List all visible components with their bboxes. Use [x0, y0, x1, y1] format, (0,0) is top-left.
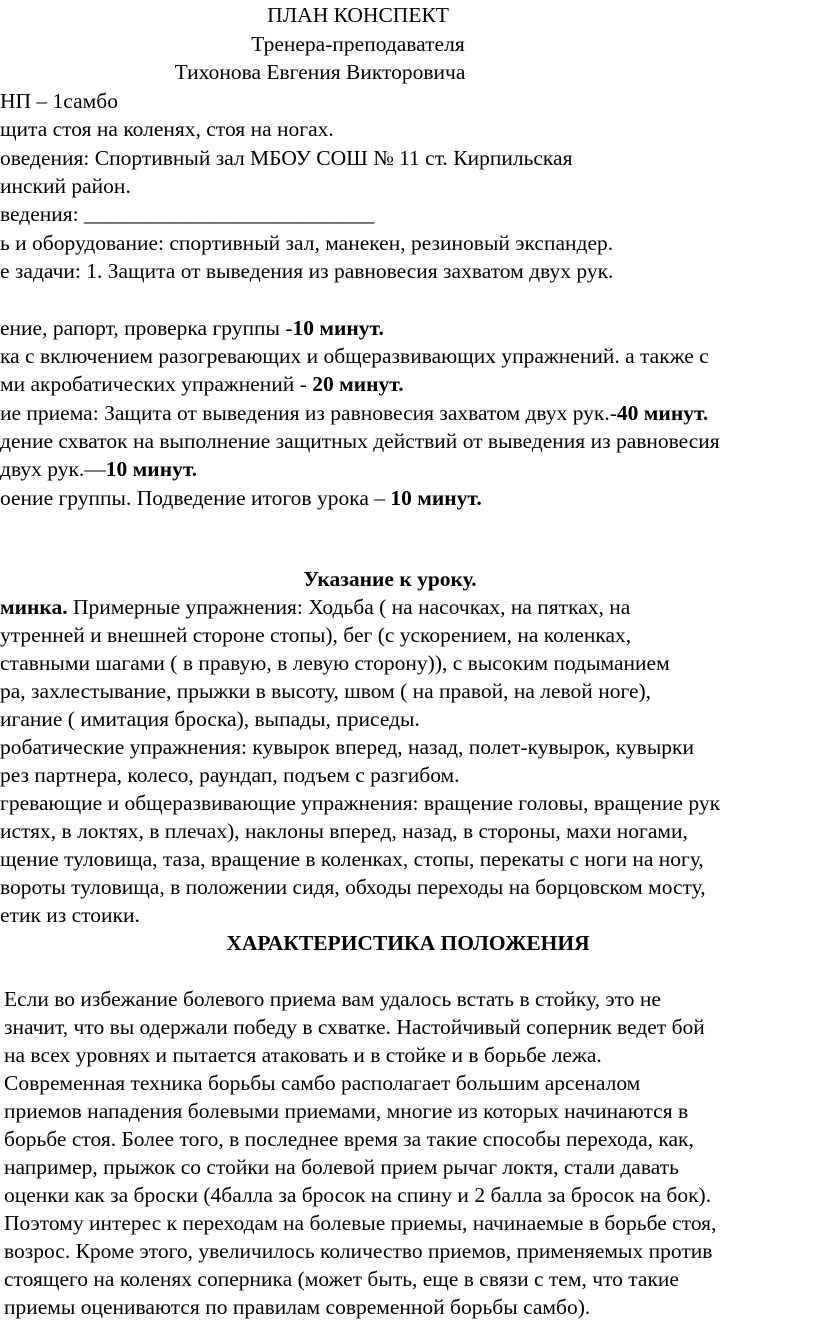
plan-item-2-time: 20 минут. — [312, 372, 404, 396]
guidance-line: утренней и внешней стороне стопы), бег (с ускорением, на коленках, — [0, 623, 632, 647]
plan-item-4-time: 10 минут. — [105, 457, 198, 481]
guidance-heading — [0, 566, 780, 592]
characteristic-line: приемов нападения болевыми приемами, многие из которых начинаются в — [4, 1099, 689, 1123]
plan-item-2-line-1: ка с включением разогревающих и общеразвивающих упражнений. а также с — [0, 344, 709, 368]
guidance-line: игание ( имитация броска), выпады, приседы. — [0, 707, 420, 731]
plan-item-4-line-1: дение схваток на выполнение защитных действий от выведения из равновесия — [0, 429, 720, 453]
characteristic-line: борьбе стоя. Более того, в последнее время за такие способы перехода, как, — [4, 1127, 694, 1151]
document-subtitle: Тренера-преподавателя — [251, 32, 465, 56]
document-title: ПЛАН КОНСПЕКТ — [267, 3, 449, 27]
plan-item-5-text: оение группы. Подведение итогов урока – — [0, 486, 391, 510]
plan-item-3 — [0, 400, 708, 426]
characteristic-line: приемы оцениваются по правилам современной борьбы самбо). — [4, 1295, 591, 1319]
characteristic-line: стоящего на коленях соперника (может быть, еще в связи с тем, что такие — [4, 1267, 679, 1291]
info-group: НП – 1самбо — [0, 89, 118, 113]
guidance-heading-text: Указание к уроку. — [303, 567, 477, 591]
info-date: ведения: ___________________________ — [0, 202, 375, 226]
plan-item-1-time: 10 минут. — [292, 316, 384, 340]
plan-item-1-text: ение, рапорт, проверка группы - — [0, 316, 293, 340]
guidance-line: гревающие и общеразвивающие упражнения: вращение головы, вращение рук — [0, 791, 721, 815]
plan-item-5-time: 10 минут. — [390, 486, 482, 510]
characteristic-line: на всех уровнях и пытается атаковать и в стойке и в борьбе лежа. — [4, 1043, 602, 1067]
plan-item-3-time: 40 минут. — [616, 401, 709, 425]
characteristic-line: например, прыжок со стойки на болевой прием рычаг локтя, стали давать — [4, 1155, 679, 1179]
characteristic-line: Поэтому интерес к переходам на болевые приемы, начинаемые в борьбе стоя, — [4, 1211, 717, 1235]
info-place: оведения: Спортивный зал МБОУ СОШ № 11 ст. Кирпильская — [0, 146, 573, 170]
guidance-line: рез партнера, колесо, раундап, подъем с разгибом. — [0, 763, 460, 787]
plan-item-4-line-2 — [0, 456, 197, 482]
guidance-line-text: Примерные упражнения: Ходьба ( на насочках, на пятках, на — [67, 595, 631, 619]
characteristic-line: Современная техника борьбы самбо располагает большим арсеналом — [4, 1071, 641, 1095]
info-equipment: ь и оборудование: спортивный зал, манекен, резиновый экспандер. — [0, 231, 614, 255]
plan-item-2-text: ми акробатических упражнений - — [0, 372, 313, 396]
info-district: инский район. — [0, 174, 131, 198]
characteristic-heading-text: ХАРАКТЕРИСТИКА ПОЛОЖЕНИЯ — [226, 931, 590, 955]
plan-item-5 — [0, 485, 482, 511]
guidance-line: истях, в локтях, в плечах), наклоны вперед, назад, в стороны, махи ногами, — [0, 819, 688, 843]
guidance-line: ра, захлестывание, прыжки в высоту, швом ( на правой, на левой ноге), — [0, 679, 652, 703]
info-topic: щита стоя на коленях, стоя на ногах. — [0, 117, 334, 141]
info-tasks: е задачи: 1. Защита от выведения из равновесия захватом двух рук. — [0, 259, 614, 283]
plan-item-2-line-2 — [0, 371, 404, 397]
guidance-line: робатические упражнения: кувырок вперед, назад, полет-кувырок, кувырки — [0, 735, 694, 759]
characteristic-line: оценки как за броски (4балла за бросок на спину и 2 балла за бросок на бок). — [4, 1183, 712, 1207]
guidance-line — [0, 594, 630, 620]
characteristic-line: значит, что вы одержали победу в схватке. Настойчивый соперник ведет бой — [4, 1015, 705, 1039]
plan-item-3-text: ие приема: Защита от выведения из равновесия захватом двух рук.- — [0, 401, 617, 425]
guidance-line: щение туловища, таза, вращение в коленках, стопы, перекаты с ноги на ногу, — [0, 847, 704, 871]
characteristic-line: Если во избежание болевого приема вам удалось встать в стойку, это не — [4, 987, 661, 1011]
guidance-line: вороты туловища, в положении сидя, обходы переходы на борцовском мосту, — [0, 875, 706, 899]
plan-item-1 — [0, 315, 384, 341]
plan-item-4-text: двух рук.— — [0, 457, 106, 481]
characteristic-heading — [0, 930, 816, 956]
guidance-line: ставными шагами ( в правую, в левую сторону)), с высоким подыманием — [0, 651, 670, 675]
guidance-line: етик из стоики. — [0, 903, 140, 927]
document-author: Тихонова Евгения Викторовича — [174, 60, 466, 84]
warmup-label: минка. — [0, 595, 68, 619]
characteristic-line: возрос. Кроме этого, увеличилось количество приемов, применяемых против — [4, 1239, 713, 1263]
